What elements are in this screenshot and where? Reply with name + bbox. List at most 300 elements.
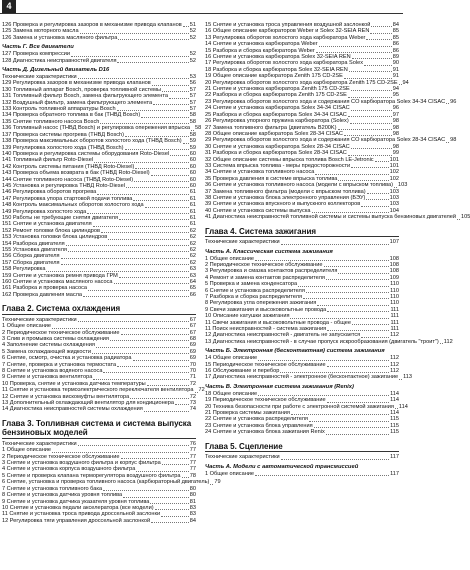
toc-entry-page: 52 [189, 51, 196, 58]
toc-entry-title: 15 Периодическое техническое обслуживание [205, 361, 326, 368]
toc-entry-page: 114 [390, 410, 399, 417]
dot-leader [71, 56, 189, 57]
toc-entry-title: Технические характеристики [2, 316, 77, 323]
dot-leader [338, 180, 388, 181]
toc-entry-page: 111 [390, 325, 399, 332]
toc-entry-title: 18 Разборка и сборка карбюратора Solex 32-SEIA REN [205, 66, 348, 73]
dot-leader [281, 244, 389, 245]
toc-entry-page: 80 [189, 492, 196, 499]
header-rule [0, 13, 403, 14]
toc-entry-title: 38 Снятие и установка блока электронного управления (БЭУ) [205, 194, 366, 201]
toc-entry-title: 12 Регулировка тяги управления дроссельной заслонкой [2, 517, 151, 524]
toc-entry-title: 11 Свечи зажигания и высоковольтные провода - общее [205, 319, 352, 326]
dot-leader [366, 199, 388, 200]
toc-entry-page: 62 [189, 247, 196, 253]
toc-entry-title: 35 Проверка давления в системе впрыска топлива [205, 175, 338, 182]
toc-entry-title: 13 Регулировка оборотов холостого хода карбюратора Weber [205, 34, 366, 41]
toc-entry-title: 41 Диагностика неисправностей топливной системы и системы выпуска бензиновых двигателей [205, 214, 456, 221]
toc-entry-page: 95 [392, 92, 399, 99]
toc-entry-page: 111 [390, 306, 399, 313]
toc-entry-page: 103 [389, 201, 399, 208]
toc-entry-page: 57 [189, 106, 196, 113]
dot-leader [78, 78, 189, 79]
dot-leader [133, 360, 189, 361]
toc-entry-page: 83 [189, 504, 196, 511]
toc-entry-page: 77 [189, 460, 196, 467]
toc-entry-page: 59 [189, 138, 196, 145]
toc-entry-page: 61 [189, 208, 196, 215]
toc-entry-title: 154 Разборка двигателя [2, 240, 65, 247]
toc-entry-page: 72 [189, 393, 196, 400]
toc-entry-title: 25 Разборка и сборка карбюратора Solex 34-34 CISAC [205, 111, 347, 118]
section-part-heading: Часть А. Модели с автоматической трансмиссией [205, 463, 359, 470]
toc-entry-page: 58 [195, 125, 202, 132]
toc-entry-page: 94 [402, 79, 409, 86]
dot-leader [327, 311, 389, 312]
toc-entry-page: 101 [389, 156, 399, 163]
chapter-heading: Глава 4. Система зажигания [205, 227, 399, 238]
dot-leader [338, 273, 388, 274]
toc-entry-page: 83 [189, 511, 196, 518]
toc-entry-title: 26 Регулировка упорного пружина карбюратора (Solex) [205, 118, 349, 125]
dot-leader [457, 219, 460, 220]
dot-leader [395, 408, 398, 409]
toc-entry-page: 112 [390, 361, 399, 368]
toc-entry-title: 149 Регулировка холостого хода [2, 208, 87, 215]
toc-entry-page: 51 [189, 22, 196, 28]
toc-entry-page: 63 [189, 272, 196, 279]
toc-entry-page: 85 [392, 28, 399, 35]
dot-leader [255, 260, 389, 261]
toc-entry-page: 115 [390, 429, 399, 436]
section-part-heading: Часть А. Классическая система зажигания [205, 248, 333, 255]
toc-entry-title: 17 Регулировка оборотов холостого хода карбюратора Solex [205, 60, 364, 67]
dot-leader [364, 65, 392, 66]
toc-entry-title: 126 Замена и установка масляного фильтра [2, 34, 118, 41]
dot-leader [290, 318, 389, 319]
toc-entry-title: 24 Снятие и установка карбюратора Solex 34-34 CISAC [205, 105, 350, 112]
toc-entry-title: 13 Дополнительный охлаждающий вентилятор для кондиционера [2, 400, 174, 407]
toc-entry-title: 153 Установка головки блока цилиндров [2, 234, 108, 241]
toc-entry-title: 29 Регулировка оборотов холостого хода и содержания CO карбюратора Solex 28-34 CISAC [205, 137, 446, 144]
toc-entry [2, 406, 196, 412]
dot-leader [118, 39, 188, 40]
dot-leader [88, 290, 189, 291]
dot-leader [371, 26, 391, 27]
toc-entry-page: 102 [389, 175, 399, 182]
toc-entry-title: 13 Диагностика неисправностей - в случае пропуск искрообразования (двигатель "троит") [205, 338, 439, 345]
dot-leader [52, 328, 189, 329]
dot-leader [52, 452, 189, 453]
toc-entry-page: 52 [189, 34, 196, 41]
toc-entry-title: 159 Снятие и установка ремня привода ГРМ [2, 272, 118, 279]
toc-entry-title: 148 Контроль максимальных оборотов холостого хода [2, 202, 144, 209]
toc-entry-page: 60 [189, 157, 196, 164]
toc-entry-title: Технические характеристики [2, 440, 77, 447]
dot-leader [161, 516, 189, 517]
dot-leader [281, 459, 389, 460]
toc-entry-title: 126 Проверка и регулировка зазоров в механизме привода клапанов [2, 22, 182, 28]
toc-entry-title: 127 Проверка компрессии [2, 51, 71, 58]
toc-entry-page: 101 [389, 162, 399, 169]
toc-entry-page: 73 [189, 400, 196, 407]
toc-entry-title: 14 Диагностика неисправностей системы охлаждения [2, 406, 143, 413]
toc-entry-page: 69 [189, 348, 196, 355]
toc-entry-page: 77 [189, 466, 196, 473]
toc-entry-page: 84 [392, 22, 399, 28]
toc-entry-page: 60 [189, 176, 196, 183]
toc-entry-title: 8 Регулировка угла опережения зажигания [205, 300, 317, 307]
toc-entry-page: 60 [189, 150, 196, 157]
dot-leader [117, 62, 188, 63]
toc-entry-title: 37 Замена топливного фильтра (модели с впрыском топлива) [205, 188, 366, 195]
dot-leader [117, 366, 189, 367]
dot-leader [349, 71, 392, 72]
toc-entry-title: 15 Разборка и сборка карбюратора Weber [205, 47, 315, 54]
toc-entry-page: 111 [390, 313, 399, 320]
toc-entry-title: 136 Топливный насос (ТНВД Bosch) и регулировка опережения впрыска [2, 125, 191, 132]
dot-leader [152, 85, 189, 86]
toc-entry-page: 67 [189, 329, 196, 336]
toc-entry-title: 1 Общее описание [205, 470, 255, 477]
dot-leader [150, 503, 188, 504]
toc-entry-title: 20 Регулировка оборотов холостого хода карбюратора Zenith 175 CD-2SE [205, 79, 398, 86]
dot-leader [352, 58, 392, 59]
dot-leader [162, 464, 189, 465]
toc-entry-page: 79 [214, 479, 221, 486]
page-number: 4 [2, 0, 16, 13]
dot-leader [361, 337, 389, 338]
chapter-heading: Глава 3. Топливная система и система выпуска бензиновых моделей [2, 419, 196, 439]
dot-leader [126, 187, 189, 188]
toc-entry-page: 67 [189, 316, 196, 323]
dot-leader [348, 116, 392, 117]
dot-leader [121, 458, 189, 459]
dot-leader [338, 129, 392, 130]
dot-leader [183, 26, 189, 27]
toc-entry-page: 112 [390, 368, 399, 374]
toc-entry [205, 429, 399, 435]
dot-leader [351, 167, 388, 168]
dot-leader [316, 52, 392, 53]
toc-entry-page: 60 [189, 182, 196, 189]
toc-entry-title: 28 Общее описание карбюратора Solex 28-34 CISAC [205, 130, 343, 137]
dot-leader [145, 207, 189, 208]
dot-leader [394, 187, 397, 188]
dot-leader [375, 161, 389, 162]
dot-leader [103, 490, 189, 491]
toc-entry-title: 11 Снятие и установка термоэлектрического переключателя вентилятора [2, 387, 194, 394]
dot-leader [78, 321, 189, 322]
toc-entry-page: 62 [189, 240, 196, 247]
toc-entry-title: 160 Снятие и установка масляного насоса [2, 279, 113, 286]
dot-leader [314, 427, 389, 428]
toc-entry-title: 5 Проверка и замена конденсатора [205, 281, 298, 288]
toc-entry-title: 10 Проверка, снятие и установка датчика температуры [2, 380, 146, 387]
dot-leader [170, 155, 189, 156]
section-part-heading: Часть Г. Все двигатели [2, 44, 74, 51]
toc-entry-title: 19 Периодическое техническое обслуживание [205, 397, 326, 404]
toc-entry-title: 6 Снятие, осмотр, очистка и установка радиатора [2, 355, 132, 362]
toc-entry-title: 17 Диагностика неисправностей - электронное (бесконтактное) зажигание [205, 374, 399, 381]
toc-entry-title: 145 Установка и регулировка ТНВД Roto-Diesel [2, 182, 125, 189]
dot-leader [66, 245, 189, 246]
dot-leader [153, 104, 189, 105]
toc-entry-page: 103 [397, 182, 408, 189]
toc-entry-page: 71 [189, 374, 196, 381]
dot-leader [151, 522, 189, 523]
toc-entry-title: 7 Снятие и установка топливного бака [2, 485, 103, 492]
dot-leader [303, 298, 389, 299]
toc-entry-page: 89 [392, 54, 399, 61]
toc-entry-title: 16 Снятие и установка карбюратора Solex 32-SEIA REN [205, 54, 351, 61]
toc-entry-page: 81 [189, 498, 196, 505]
toc-entry-page: 78 [189, 472, 196, 479]
toc-entry-title: 10 Снятие и установка педали акселератора (все модели) [2, 504, 154, 511]
toc-entry-page: 60 [189, 163, 196, 170]
dot-leader [327, 402, 389, 403]
dot-leader [83, 296, 189, 297]
toc-entry-page: 58 [189, 131, 196, 138]
toc-entry-title: 144 Снятие топливного насоса (ТНВД Roto-Diesel) [2, 176, 134, 183]
toc-entry-page: 86 [392, 41, 399, 48]
toc-entry-page: 114 [398, 403, 408, 410]
dot-leader [68, 251, 189, 252]
dot-leader [258, 360, 389, 361]
dot-leader [61, 264, 189, 265]
toc-entry [2, 35, 196, 41]
toc-entry-page: 77 [189, 447, 196, 454]
toc-entry-title: 2 Периодическое техническое обслуживание [2, 329, 120, 336]
toc-entry-page: 96 [392, 105, 399, 112]
toc-entry-title: 33 Система впрыска топлива - меры предосторожности [205, 162, 351, 169]
toc-entry-title: 23 Регулировка оборотов холостого хода и содержания CO карбюратора Solex 34-34 CISAC [205, 98, 446, 105]
toc-entry-page: 68 [189, 335, 196, 342]
dot-leader [92, 353, 189, 354]
toc-entry-page: 65 [189, 285, 196, 292]
toc-entry-title: 161 Разборка и проверка насоса [2, 285, 88, 292]
dot-leader [135, 168, 188, 169]
dot-leader [344, 78, 392, 79]
dot-leader [352, 324, 389, 325]
toc-entry-page: 115 [390, 422, 399, 429]
dot-leader [351, 90, 392, 91]
toc-entry-title: 140 Проверка и регулировка системы оборудования Roto-Diesel [2, 150, 170, 157]
dot-leader [327, 366, 389, 367]
toc-entry-page: 90 [392, 60, 399, 67]
toc-entry-page: 104 [389, 207, 399, 214]
toc-entry-title: 22 Снятие и установка распределителя [205, 416, 308, 423]
toc-entry-page: 108 [389, 268, 399, 275]
dot-leader [151, 175, 189, 176]
dot-leader [440, 343, 443, 344]
dot-leader [351, 110, 392, 111]
toc-entry-title: 138 Проверка максимальных оборотов холостого хода (ТНВД Bosch) [2, 138, 182, 145]
toc-entry-page: 53 [189, 74, 196, 81]
toc-entry-title: 11 Снятие и установка троса привода дроссельной заслонки [2, 511, 161, 518]
dot-leader [94, 162, 189, 163]
toc-entry-page: 102 [389, 169, 399, 176]
dot-leader [446, 103, 449, 104]
toc-entry-title: 130 Топливный аппарат Bosch, проверка топливной системы [2, 86, 161, 93]
dot-leader [350, 123, 392, 124]
toc-entry-page: 56 [189, 80, 196, 87]
dot-leader [80, 33, 189, 34]
dot-leader [317, 305, 389, 306]
toc-entry-title: 20 Техника безопасности при работе с электронной системой зажигания [205, 403, 394, 410]
toc-entry [2, 58, 196, 64]
toc-entry-title: 9 Снятие и установка вентилятора [2, 374, 93, 381]
toc-entry-title: 22 Разборка и сборка карбюратора Zenith 175 CD-2SE [205, 92, 347, 99]
toc-entry-page: 114 [390, 390, 399, 397]
toc-entry [205, 374, 413, 381]
dot-leader [46, 271, 188, 272]
toc-entry-title: 3 Регулировка и смазка контактов распределителя [205, 268, 338, 275]
dot-leader [361, 206, 388, 207]
dot-leader [87, 213, 189, 214]
toc-entry-title: 141 Топливный фильтр Roto-Diesel [2, 157, 94, 164]
toc-entry-title: 125 Замена моторного масла [2, 28, 79, 35]
toc-entry-title: 16 Общее описание карбюраторов Weber и Solex 32-SEIA REN [205, 28, 370, 35]
dot-leader [210, 484, 213, 485]
toc-entry-title: 2 Периодическое техническое обслуживание [2, 453, 120, 460]
toc-entry-title: 131 Топливный фильтр Bosch, замена фильтрующего элемента [2, 93, 168, 100]
toc-entry-page: 107 [389, 239, 399, 246]
dot-leader [344, 135, 392, 136]
dot-leader [309, 421, 389, 422]
toc-entry-page: 103 [389, 188, 399, 195]
toc-entry-page: 110 [390, 293, 399, 300]
toc-entry-page: 70 [189, 361, 196, 368]
dot-leader [326, 434, 389, 435]
toc-entry-title: 34 Снятие и установка топливного насоса [205, 169, 315, 176]
toc-entry-title: 7 Разборка и сборка распределителя [205, 293, 302, 300]
toc-entry-page: 85 [392, 34, 399, 41]
toc-entry-page: 91 [392, 66, 399, 73]
toc-entry-page: 70 [189, 368, 196, 374]
dot-leader [258, 395, 389, 396]
toc-entry-title: 14 Снятие и установка карбюратора Weber [205, 41, 318, 48]
toc-entry-page: 74 [189, 406, 196, 413]
dot-leader [108, 239, 189, 240]
toc-entry-title: 151 Снятие и установка двигателя [2, 221, 92, 228]
toc-entry-page: 61 [189, 195, 196, 202]
toc-entry-page: 76 [189, 440, 196, 447]
toc-entry-title: 3 Слив и промывка системы охлаждения [2, 335, 109, 342]
chapter-heading: Глава 5. Сцепление [205, 442, 399, 453]
toc-entry-title: 39 Снятие и установка впускного и выпускного коллекторов [205, 201, 361, 208]
toc-entry [2, 518, 196, 524]
toc-entry-page: 96 [450, 98, 457, 105]
toc-entry-page: 111 [390, 319, 399, 326]
toc-entry-page: 110 [390, 281, 399, 288]
toc-entry-page: 63 [189, 266, 196, 273]
dot-leader [298, 286, 389, 287]
dot-leader [141, 117, 189, 118]
toc-entry-page: 112 [443, 338, 453, 345]
toc-entry-page: 97 [392, 111, 399, 118]
dot-leader [367, 193, 389, 194]
dot-leader [101, 232, 189, 233]
toc-entry-title: 135 Снятие топливного насоса Bosch [2, 118, 100, 125]
toc-entry-page: 77 [189, 453, 196, 460]
toc-entry [205, 454, 399, 460]
toc-entry-title: 19 Общее описание карбюратора Zenith 175 CD-2SE [205, 73, 343, 80]
toc-entry-page: 61 [189, 221, 196, 228]
toc-entry-page: 117 [390, 454, 399, 461]
toc-entry-page: 98 [392, 118, 399, 125]
toc-entry [205, 471, 399, 477]
dot-leader [114, 283, 189, 284]
toc-entry-page: 98 [392, 143, 399, 150]
toc-entry-page: 58 [189, 112, 196, 119]
toc-entry-page: 84 [189, 517, 196, 524]
dot-leader [110, 340, 189, 341]
dot-leader [399, 84, 402, 85]
toc-left-column [2, 22, 221, 524]
toc-entry-title: 11 Поиск неисправностей - система зажигания [205, 325, 327, 332]
toc-entry-title: 133 Контроль топливной аппаратуры Bosch [2, 106, 116, 113]
toc-entry-page: 52 [189, 28, 196, 35]
toc-entry-title: 132 Воздушный фильтр, замена фильтрующего элемента [2, 99, 153, 106]
dot-leader [147, 385, 189, 386]
dot-leader [348, 97, 392, 98]
toc-entry-title: 30 Снятие и установка карбюратора Solex 28-34 CISAC [205, 143, 350, 150]
toc-entry-title: 157 Сборка двигателя [2, 259, 60, 266]
toc-entry-page: 117 [390, 470, 399, 477]
toc-entry-page: 91 [392, 73, 399, 80]
toc-entry-title: 134 Проверка обратного топлива в бак (ТНВД Bosch) [2, 112, 141, 119]
toc-entry-page: 112 [390, 332, 399, 339]
toc-entry-title: 150 Работы не требующие снятия двигателя [2, 214, 118, 221]
dot-leader [121, 334, 189, 335]
toc-entry-title: 31 Разборка и сборка карбюратора Solex 28-34 CISAC [205, 150, 347, 157]
toc-entry-page: 62 [189, 253, 196, 260]
toc-entry-title: 10 Описание катушки зажигания [205, 313, 290, 320]
toc-entry-page: 62 [189, 234, 196, 241]
toc-entry-title: 3 Снятие и установка воздушного фильтра и корпус фильтра [2, 460, 161, 467]
toc-entry-page: 67 [189, 323, 196, 330]
toc-entry-page: 69 [189, 342, 196, 349]
dot-leader [93, 226, 189, 227]
toc-entry-page: 99 [392, 150, 399, 157]
toc-entry-title: 6 Снятие и установка распределителя [205, 287, 305, 294]
toc-entry-page: 64 [189, 279, 196, 286]
toc-entry-page: 62 [189, 227, 196, 234]
dot-leader [96, 347, 189, 348]
toc-entry-page: 98 [392, 124, 399, 131]
dot-leader [366, 39, 391, 40]
toc-entry-title: 5 Снятие и проверка клапана терморегулятора воздушного фильтра [2, 472, 181, 479]
toc-entry-title: 21 Снятие и установка карбюратора Zenith 175 CD-2SE [205, 86, 350, 93]
toc-entry-title: 16 Обслуживание и перебор [205, 368, 280, 374]
dot-leader [315, 174, 388, 175]
section-part-heading: Часть Д. Дизельный двигатель D16 [2, 67, 110, 74]
dot-leader [123, 497, 189, 498]
toc-entry-title: 27 Замена топливного фильтра (двигатель B200K) [205, 124, 337, 131]
dot-leader [136, 471, 188, 472]
dot-leader [169, 98, 189, 99]
dot-leader [125, 149, 189, 150]
toc-entry-page: 66 [189, 291, 196, 298]
toc-entry-title: Технические характеристики [205, 454, 280, 461]
dot-leader [119, 277, 189, 278]
dot-leader [134, 181, 189, 182]
dot-leader [348, 155, 392, 156]
toc-entry-title: 15 Снятие и установка троса управления воздушной заслонкой [205, 22, 371, 28]
toc-entry-title: 1 Общее описание [2, 323, 52, 330]
toc-entry-title: Технические характеристики [2, 74, 77, 81]
